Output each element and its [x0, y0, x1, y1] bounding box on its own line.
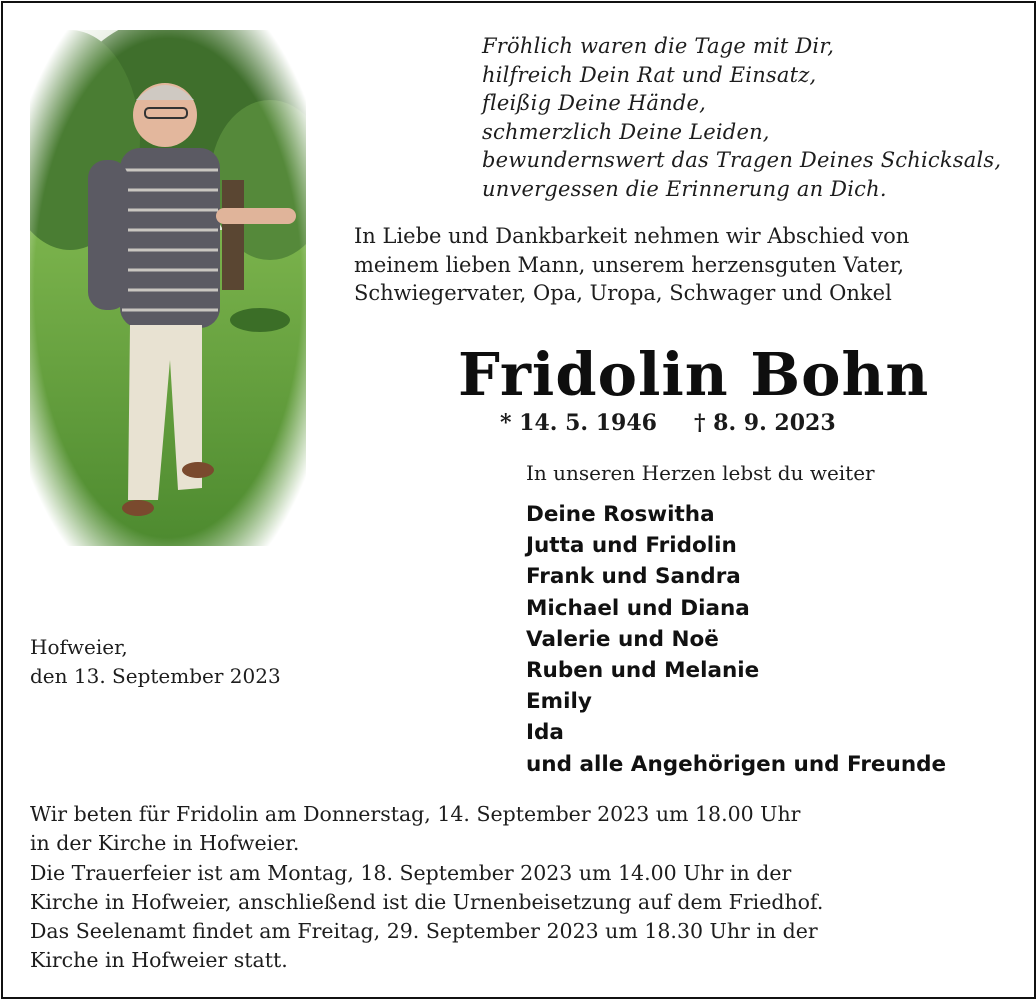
poem	[482, 32, 1001, 204]
farewell-intro	[354, 222, 909, 308]
intro-line: meinem lieben Mann, unserem herzensguten Vater,	[354, 252, 905, 277]
mourner: Valerie und Noë	[526, 626, 719, 652]
notice-line: Kirche in Hofweier, anschließend ist die Urnenbeisetzung auf dem Friedhof.	[30, 889, 824, 914]
service-notice	[30, 800, 823, 976]
poem-line: schmerzlich Deine Leiden,	[482, 119, 770, 144]
mourner: Frank und Sandra	[526, 564, 741, 590]
motto: In unseren Herzen lebst du weiter	[526, 461, 875, 485]
mourners-list	[526, 499, 946, 780]
notice-line: Kirche in Hofweier statt.	[30, 948, 288, 973]
mourner: Ruben und Melanie	[526, 658, 760, 684]
notice-line: Die Trauerfeier ist am Montag, 18. September 2023 um 14.00 Uhr in der	[30, 860, 792, 885]
place-date-line: den 13. September 2023	[30, 664, 281, 688]
portrait-photo	[30, 30, 306, 546]
notice-line: Das Seelenamt findet am Freitag, 29. September 2023 um 18.30 Uhr in der	[30, 919, 818, 944]
mourner: Deine Roswitha	[526, 502, 715, 527]
mourner: Ida	[526, 720, 564, 746]
deceased-name: Fridolin Bohn	[458, 340, 930, 409]
place-city: Hofweier,	[30, 635, 128, 659]
poem-line: hilfreich Dein Rat und Einsatz,	[482, 62, 817, 87]
birth-date: * 14. 5. 1946	[500, 410, 657, 436]
death-date: † 8. 9. 2023	[694, 410, 836, 436]
poem-line: Fröhlich waren die Tage mit Dir,	[482, 34, 835, 58]
mourner: Emily	[526, 689, 592, 715]
intro-line: Schwiegervater, Opa, Uropa, Schwager und Onkel	[354, 281, 892, 306]
mourner: Jutta und Fridolin	[526, 533, 737, 559]
notice-line: Wir beten für Fridolin am Donnerstag, 14. September 2023 um 18.00 Uhr	[30, 802, 801, 826]
poem-line: fleißig Deine Hände,	[482, 91, 707, 116]
notice-line: in der Kirche in Hofweier.	[30, 831, 300, 856]
poem-line: unvergessen die Erinnerung an Dich.	[482, 176, 887, 201]
mourner: und alle Angehörigen und Freunde	[526, 751, 947, 777]
poem-line: bewundernswert das Tragen Deines Schicksals,	[482, 148, 1002, 173]
place-date	[30, 633, 281, 691]
intro-line: In Liebe und Dankbarkeit nehmen wir Abschied von	[354, 224, 910, 248]
mourner: Michael und Diana	[526, 595, 750, 621]
